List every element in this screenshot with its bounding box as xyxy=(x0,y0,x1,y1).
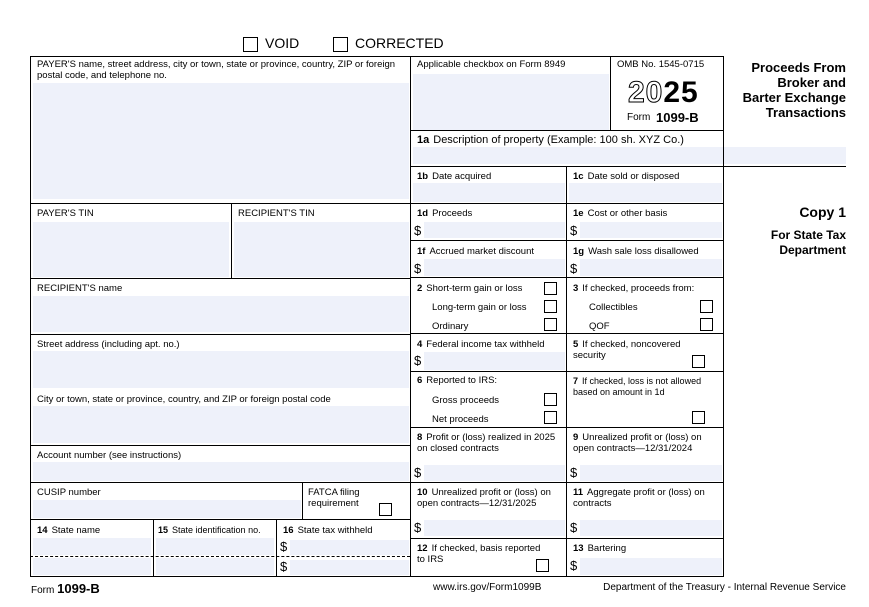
box-1e-num: 1e xyxy=(573,208,584,219)
tax-year-suffix: 25 xyxy=(663,76,699,109)
box-14-num: 14 xyxy=(37,525,48,536)
box-2-short-text: Short-term gain or loss xyxy=(426,283,523,294)
box-15-text: State identification no. xyxy=(172,525,261,535)
box-4-text: Federal income tax withheld xyxy=(426,339,545,350)
box-15-num: 15 xyxy=(158,525,169,535)
box-9-num: 9 xyxy=(573,432,579,443)
box-14-label xyxy=(33,523,153,538)
box-13-text: Bartering xyxy=(587,543,627,554)
loss-not-allowed-checkbox[interactable] xyxy=(692,411,705,424)
box-11-dollar: $ xyxy=(570,520,578,535)
box-10-dollar: $ xyxy=(414,520,422,535)
box-1f-num: 1f xyxy=(417,246,426,257)
box-1d-num: 1d xyxy=(417,208,429,219)
box-1d-label xyxy=(413,206,565,221)
box-1e-dollar: $ xyxy=(570,223,578,238)
box-12-label xyxy=(413,541,548,567)
copy-line-1: For State Tax xyxy=(770,228,846,242)
box-1a-label xyxy=(413,132,833,149)
box-3-collectibles-label: Collectibles xyxy=(589,302,638,313)
payer-name-field[interactable] xyxy=(33,83,409,199)
net-proceeds-checkbox[interactable] xyxy=(544,411,557,424)
account-number-label: Account number (see instructions) xyxy=(37,450,182,461)
state-tax-field-1[interactable] xyxy=(290,540,409,555)
noncovered-checkbox[interactable] xyxy=(692,355,705,368)
form-title-line-4: Transactions xyxy=(765,105,846,120)
recipient-name-field[interactable] xyxy=(33,296,409,332)
recipient-name-label: RECIPIENT'S name xyxy=(37,283,123,294)
box-1f-label xyxy=(413,244,565,259)
box10-field[interactable] xyxy=(424,520,565,536)
box-13-label xyxy=(569,541,722,556)
box-6-text: Reported to IRS: xyxy=(426,375,498,386)
box-4-label xyxy=(413,337,565,352)
box-1a-text: Description of property (Example: 100 sh. XYZ Co.) xyxy=(433,134,684,146)
box-16-num: 16 xyxy=(283,525,294,536)
box-1e-label xyxy=(569,206,722,221)
form-title xyxy=(743,60,846,120)
short-term-checkbox[interactable] xyxy=(544,282,557,295)
box-1g-label xyxy=(569,244,722,259)
box-11-text: Aggregate profit or (loss) on contracts xyxy=(573,487,705,509)
box-10-num: 10 xyxy=(417,487,428,498)
copy-title: Copy 1 xyxy=(799,204,846,220)
box-2-long-label: Long-term gain or loss xyxy=(432,302,527,313)
gross-proceeds-checkbox[interactable] xyxy=(544,393,557,406)
box-2-ordinary-label: Ordinary xyxy=(432,321,469,332)
form-title-line-3: Barter Exchange xyxy=(742,90,846,105)
box-6-gross-label: Gross proceeds xyxy=(432,395,500,406)
box-8-num: 8 xyxy=(417,432,423,443)
void-label: VOID xyxy=(265,35,300,51)
box-13-dollar: $ xyxy=(570,558,578,573)
fatca-label: FATCA filing requirement xyxy=(308,487,360,509)
basis-reported-checkbox[interactable] xyxy=(536,559,549,572)
omb-number: OMB No. 1545-0715 xyxy=(617,59,705,70)
box-3-qof-label: QOF xyxy=(589,321,610,332)
box-5-num: 5 xyxy=(573,339,579,350)
cusip-label: CUSIP number xyxy=(37,487,101,498)
box-3-label xyxy=(573,283,694,294)
box-10-text: Unrealized profit or (loss) on open contracts—12/31/2025 xyxy=(417,487,551,509)
box-1g-text: Wash sale loss disallowed xyxy=(588,246,699,257)
box8-field[interactable] xyxy=(424,465,565,481)
box-1f-dollar: $ xyxy=(414,261,422,276)
box-13-num: 13 xyxy=(573,543,584,554)
footer-form-label xyxy=(31,581,100,596)
accrued-market-discount-field[interactable] xyxy=(424,259,565,276)
footer-form-name: 1099-B xyxy=(57,581,100,596)
box-12-num: 12 xyxy=(417,543,428,554)
box-12-text: If checked, basis reported to IRS xyxy=(417,543,541,565)
tax-year-prefix: 20 xyxy=(628,76,664,109)
box-1c-text: Date sold or disposed xyxy=(587,171,680,182)
box-16-dollar-1: $ xyxy=(280,539,288,554)
form-title-line-1: Proceeds From xyxy=(751,60,846,75)
collectibles-checkbox[interactable] xyxy=(700,300,713,313)
box-2-num: 2 xyxy=(417,283,423,294)
street-address-label: Street address (including apt. no.) xyxy=(37,339,180,350)
footer-department: Department of the Treasury - Internal Revenue Service xyxy=(603,582,846,593)
box-4-dollar: $ xyxy=(414,353,422,368)
long-term-checkbox[interactable] xyxy=(544,300,557,313)
box-8-text: Profit or (loss) realized in 2025 on closed contracts xyxy=(417,432,556,454)
state-name-field-2[interactable] xyxy=(33,558,151,575)
recipient-tin-label: RECIPIENT'S TIN xyxy=(238,208,315,219)
box-1b-label xyxy=(413,169,565,184)
box-14-text: State name xyxy=(51,525,101,536)
payer-name-label: PAYER'S name, street address, city or town, state or province, country, ZIP or foreign postal code, and telephone no. xyxy=(37,59,396,81)
box-1c-num: 1c xyxy=(573,171,584,182)
date-sold-field[interactable] xyxy=(569,183,722,202)
footer-url[interactable]: www.irs.gov/Form1099B xyxy=(433,582,542,593)
box-1d-dollar: $ xyxy=(414,223,422,238)
box-1e-text: Cost or other basis xyxy=(587,208,668,219)
box9-field[interactable] xyxy=(580,465,722,481)
payer-tin-label: PAYER'S TIN xyxy=(37,208,94,219)
box-9-dollar: $ xyxy=(570,465,578,480)
corrected-label: CORRECTED xyxy=(355,35,444,51)
box-1f-text: Accrued market discount xyxy=(429,246,534,257)
copy-line-2: Department xyxy=(779,243,846,257)
federal-tax-withheld-field[interactable] xyxy=(424,352,565,370)
box-11-label xyxy=(569,485,722,511)
state-tax-field-2[interactable] xyxy=(290,560,409,575)
void-checkbox[interactable] xyxy=(243,37,258,52)
applicable-checkbox-field[interactable] xyxy=(413,74,609,130)
city-field[interactable] xyxy=(33,406,409,443)
box-7-label xyxy=(573,374,721,400)
box-1b-text: Date acquired xyxy=(432,171,492,182)
state-id-field-1[interactable] xyxy=(156,538,274,555)
box-1c-label xyxy=(569,169,722,184)
form-word: Form xyxy=(627,112,651,123)
date-acquired-field[interactable] xyxy=(413,183,565,202)
state-id-field-2[interactable] xyxy=(156,558,274,575)
ordinary-checkbox[interactable] xyxy=(544,318,557,331)
form-title-line-2: Broker and xyxy=(777,75,846,90)
box-3-num: 3 xyxy=(573,283,579,294)
city-label: City or town, state or province, country, and ZIP or foreign postal code xyxy=(37,394,331,405)
account-number-field[interactable] xyxy=(33,462,409,481)
box-6-num: 6 xyxy=(417,375,423,386)
box-1a-num: 1a xyxy=(417,134,430,146)
wash-sale-field[interactable] xyxy=(580,259,722,276)
copy-description xyxy=(771,228,846,258)
box-6-net-label: Net proceeds xyxy=(432,414,489,425)
proceeds-field[interactable] xyxy=(424,222,565,238)
box-16-label xyxy=(279,523,410,538)
box-5-label xyxy=(573,337,708,363)
qof-checkbox[interactable] xyxy=(700,318,713,331)
box-9-label xyxy=(569,430,722,456)
box-7-text: If checked, loss is not allowed based on amount in 1d xyxy=(573,376,702,397)
fatca-checkbox[interactable] xyxy=(379,503,392,516)
cost-basis-field[interactable] xyxy=(580,222,722,238)
box-16-text: State tax withheld xyxy=(297,525,373,536)
box-9-text: Unrealized profit or (loss) on open contracts—12/31/2024 xyxy=(573,432,702,454)
applicable-checkbox-label: Applicable checkbox on Form 8949 xyxy=(417,59,566,70)
box-1b-num: 1b xyxy=(417,171,429,182)
box-8-dollar: $ xyxy=(414,465,422,480)
corrected-checkbox[interactable] xyxy=(333,37,348,52)
box-8-label xyxy=(413,430,565,456)
state-name-field-1[interactable] xyxy=(33,538,151,555)
box-1g-num: 1g xyxy=(573,246,585,257)
box-4-num: 4 xyxy=(417,339,423,350)
description-field[interactable] xyxy=(413,147,846,164)
box-10-label xyxy=(413,485,565,511)
box-1g-dollar: $ xyxy=(570,261,578,276)
bartering-field[interactable] xyxy=(580,558,722,575)
box-3-text: If checked, proceeds from: xyxy=(582,283,695,294)
box-15-label xyxy=(156,523,281,538)
box-2-short-label xyxy=(417,283,522,294)
payer-tin-field[interactable] xyxy=(33,222,229,277)
footer-form-word: Form xyxy=(31,585,55,596)
recipient-tin-field[interactable] xyxy=(234,222,409,277)
box-11-num: 11 xyxy=(573,487,584,498)
box-16-dollar-2: $ xyxy=(280,559,288,574)
box-1d-text: Proceeds xyxy=(432,208,473,219)
box11-field[interactable] xyxy=(580,520,722,536)
form-name: 1099-B xyxy=(656,110,699,125)
box-5-text: If checked, noncovered security xyxy=(573,339,681,361)
street-address-field[interactable] xyxy=(33,351,409,388)
box-6-label xyxy=(417,375,497,386)
box-7-num: 7 xyxy=(573,376,579,386)
tax-year xyxy=(628,76,699,110)
cusip-field[interactable] xyxy=(33,500,301,518)
